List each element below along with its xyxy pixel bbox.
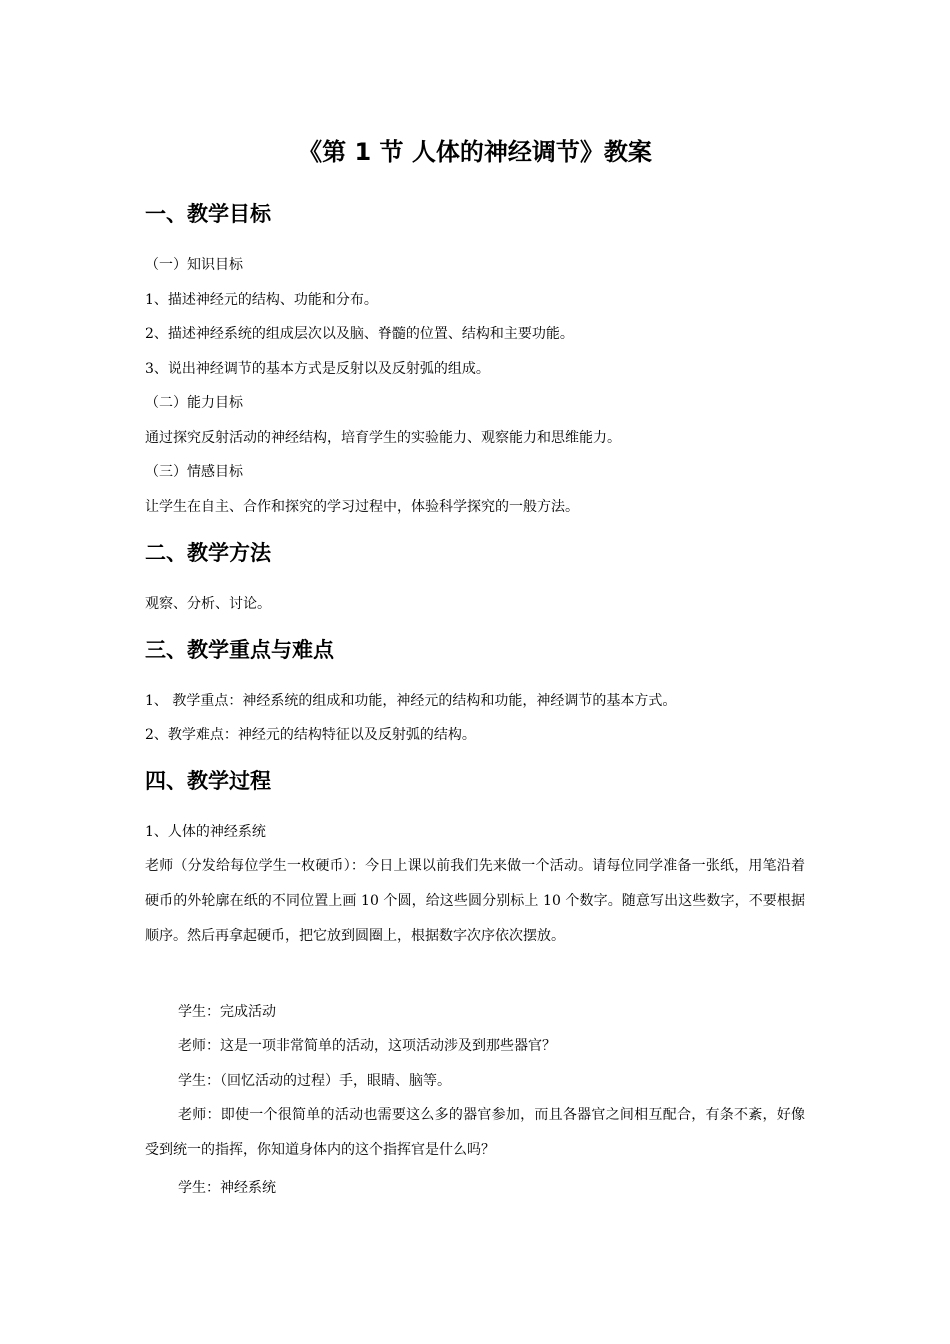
dialogue-line: 学生：（回忆活动的过程）手，眼睛、脑等。 [178,1073,451,1089]
ability-text: 通过探究反射活动的神经结构，培育学生的实验能力、观察能力和思维能力。 [145,430,621,446]
subheading-emotion: （三）情感目标 [145,464,243,480]
teacher-intro-paragraph: 老师（分发给每位学生一枚硬币）：今日上课以前我们先来做一个活动。请每位同学准备一张纸，用笔沿着硬币的外轮廓在纸的不同位置上画 10 个圆，给这些圆分别标上 10 个数字。随意写出这些数字，不要根据顺序。然后再拿起硬币，把它放到圆圈上，根据数字次序依次摆放。 [145,858,805,944]
section-heading-objectives: 一、教学目标 [145,202,271,226]
dialogue-line: 老师：即使一个很简单的活动也需要这么多的器官参加，而且各器官之间相互配合，有条不紊，好像受到统一的指挥，你知道身体内的这个指挥官是什么吗？ [145,1107,805,1158]
document-title: 《第 1 节 人体的神经调节》教案 [298,138,652,166]
subheading-ability: （二）能力目标 [145,395,243,411]
key-point-text: 1、 教学重点：神经系统的组成和功能，神经元的结构和功能，神经调节的基本方式。 [145,693,677,709]
dialogue-line: 学生：神经系统 [178,1180,276,1196]
objective-item: 1、描述神经元的结构、功能和分布。 [145,292,378,308]
section-heading-key-points: 三、教学重点与难点 [145,638,334,662]
difficulty-text: 2、教学难点：神经元的结构特征以及反射弧的结构。 [145,727,476,743]
methods-text: 观察、分析、讨论。 [145,596,271,612]
emotion-text: 让学生在自主、合作和探究的学习过程中，体验科学探究的一般方法。 [145,499,579,515]
dialogue-line: 学生：完成活动 [178,1004,276,1020]
dialogue-line: 老师：这是一项非常简单的活动，这项活动涉及到那些器官？ [178,1038,556,1054]
objective-item: 3、说出神经调节的基本方式是反射以及反射弧的组成。 [145,361,490,377]
subheading-knowledge: （一）知识目标 [145,257,243,273]
section-heading-methods: 二、教学方法 [145,541,271,565]
objective-item: 2、描述神经系统的组成层次以及脑、脊髓的位置、结构和主要功能。 [145,326,574,342]
section-heading-process: 四、教学过程 [145,769,271,793]
subheading-nervous-system: 1、人体的神经系统 [145,824,266,840]
